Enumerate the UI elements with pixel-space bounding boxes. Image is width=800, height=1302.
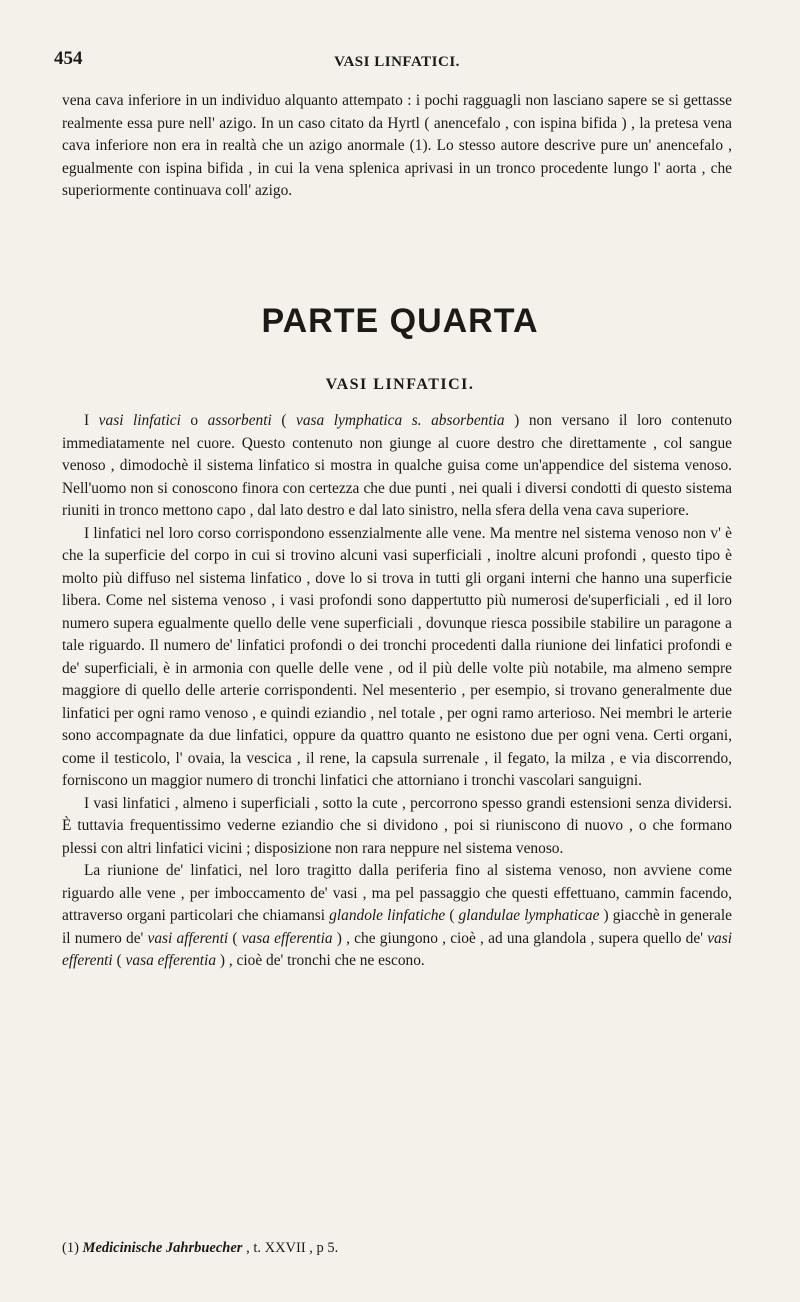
term-vasi-linfatici: vasi linfatici [98,412,181,429]
page-header [54,48,740,80]
part-title: PARTE QUARTA [261,302,539,340]
intro-paragraph [62,90,732,203]
paragraph-definition: I vasi linfatici o assorbenti ( vasa lymphatica s. absorbentia ) non versano il loro contenuto immediatamente nel cuore. Questo contenuto non giunge al cuore destro che direttamente , col sangue venoso , dimodochè il sistema linfatico si mostra in qualche guisa come un'appendice del sistema venoso. Nell'uomo non si conoscono finora con certezza che due punti , nei quali i diversi condotti di questo sistema riuniti in tronco mettono capo , dal lato destro e dal lato sinistro, nella sfera della vena cava superiore. [62,412,732,519]
running-head: VASI LINFATICI. [334,54,460,70]
intro-text: vena cava inferiore in un individuo alquanto attempato : i pochi ragguagli non lasciano sapere se si gettasse realmente essa pure nell' azigo. In un caso citato da Hyrtl ( anencefalo , con ispina bifida ) , la pretesa vena cava inferiore non era in realtà che un azigo anormale (1). Lo stesso autore descrive pure un' anencefalo , egualmente con ispina bifida , in cui la vena splenica aprivasi in un tronco procedente lungo l' aorta , che superiormente continuava coll' azigo. [62,92,732,199]
paragraph-branching: I vasi linfatici , almeno i superficiali , sotto la cute , percorrono spesso grandi estensioni senza dividersi. È tuttavia frequentissimo vederne eziandio che si dividono , poi si riuniscono di nuovo , o che formano plessi con altri linfatici vicini ; disposizione non rara neppure nel sistema venoso. [62,794,732,857]
footnote-source: Medicinische Jahrbuecher [82,1240,243,1256]
term-assorbenti: assorbenti [207,412,272,429]
section-title: VASI LINFATICI. [325,376,475,393]
paragraph-glands: La riunione de' linfatici, nel loro tragitto dalla periferia fino al sistema venoso, non avviene come riguardo alle vene , per imboccamento de' vasi , ma pel passaggio che questi effettuano, cammin facendo, attraverso organi particolari che chiamansi glandole linfatiche ( glandulae lymphaticae ) giacchè in generale il numero de' vasi afferenti ( vasa efferentia ) , che giungono , cioè , ad una glandola , supera quello de' vasi efferenti ( vasa efferentia ) , cioè de' tronchi che ne escono. [62,862,732,969]
footnote: (1) Medicinische Jahrbuecher , t. XXVII , p 5. [62,1240,339,1256]
page-number: 454 [54,48,83,69]
body-text [62,410,732,973]
term-latin: vasa lymphatica s. absorbentia [296,412,505,429]
paragraph-correspondence: I linfatici nel loro corso corrispondono essenzialmente alle vene. Ma mentre nel sistema venoso non v' è che la superficie del corpo in cui si trovino alcuni vasi superficiali , inoltre alcuni profondi , questo tipo è molto più diffuso nel sistema linfatico , dove lo si trova in tutti gli organi interni che hanno una superficie libera. Come nel sistema venoso , i vasi profondi sono dappertutto più numerosi de'superficiali , ed il loro numero supera egualmente quello delle vene superficiali , dovunque riesca possibile stabilire un paragone a tale riguardo. Il numero de' linfatici profondi o dei tronchi procedenti dalla riunione dei linfatici profondi e de' superficiali, è in armonia con quelle delle vene , od il più delle volte più notabile, ma almeno sempre maggiore di quello delle arterie corrispondenti. Nel mesenterio , per esempio, si trovano generalmente due linfatici per ogni ramo venoso , e quindi eziandio , nel totale , per ogni ramo arterioso. Nei membri le arterie sono accompagnate da due linfatici, oppure da quattro quanto ne esistono due per ogni vena. Certi organi, come il testicolo, l' ovaia, la vescica , il rene, la capsula surrenale , il fegato, la milza , e via discorrendo, forniscono un maggior numero di tronchi linfatici che attorniano i tronchi vascolari sanguigni. [62,524,732,789]
